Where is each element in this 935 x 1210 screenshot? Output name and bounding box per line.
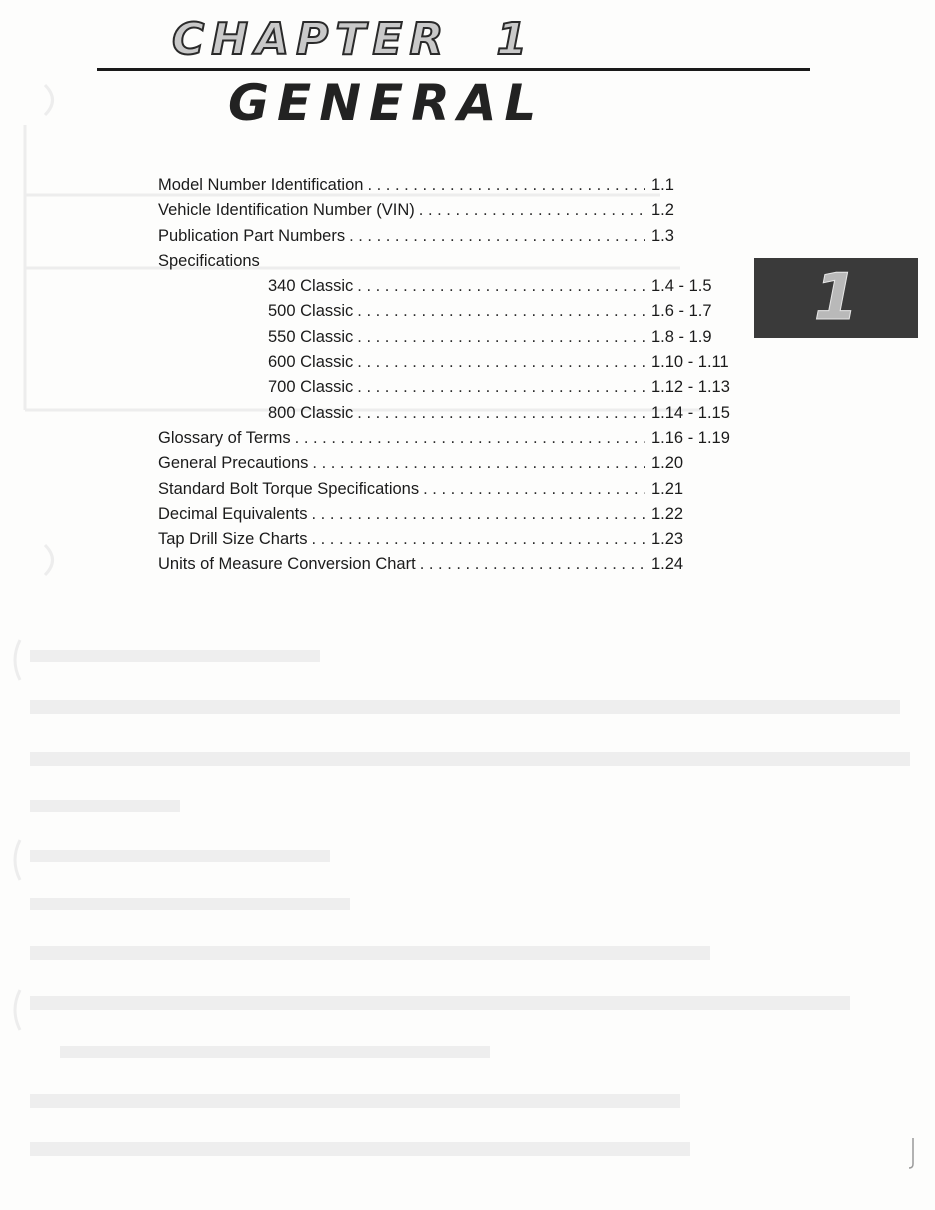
toc-leader-dots xyxy=(357,274,645,299)
toc-entry-page: 1.2 xyxy=(651,201,674,220)
toc-entry-page: 1.1 xyxy=(651,176,674,194)
toc-leader-dots xyxy=(357,375,645,400)
toc-entry-label-wrap xyxy=(158,527,645,552)
toc-entry-label: Model Number Identification xyxy=(158,176,364,194)
toc-entry-label-wrap xyxy=(158,299,645,324)
toc-entry-page: 1.8 - 1.9 xyxy=(651,327,712,346)
chapter-tab-number: 1 xyxy=(813,261,859,335)
toc-entry-label: 500 Classic xyxy=(268,302,354,321)
toc-entry-label: Vehicle Identification Number (VIN) xyxy=(158,201,415,220)
toc-leader-dots xyxy=(312,451,645,476)
toc-leader-dots xyxy=(367,173,645,198)
toc-entry-label-wrap xyxy=(158,198,645,223)
toc-entry[interactable] xyxy=(158,527,758,552)
toc-entry-label-wrap xyxy=(158,224,645,249)
toc-entry[interactable] xyxy=(158,552,758,577)
toc-entry-page: 1.3 xyxy=(651,226,674,245)
toc-leader-dots xyxy=(419,198,645,223)
toc-entry-page: 1.22 xyxy=(651,504,684,523)
toc-entry-label-wrap xyxy=(158,249,645,274)
toc-leader-dots xyxy=(357,401,645,426)
toc-entry-label-wrap xyxy=(158,451,645,476)
toc-entry-label: 700 Classic xyxy=(268,378,354,397)
toc-entry-label-wrap xyxy=(158,426,645,451)
toc-leader-dots xyxy=(423,477,645,502)
chapter-label: CHAPTER xyxy=(172,14,451,65)
toc-entry-page: 1.24 xyxy=(651,555,684,574)
toc-entry[interactable] xyxy=(158,274,758,299)
toc-entry-page xyxy=(645,249,651,274)
toc-entry-page: 1.20 xyxy=(651,454,684,473)
table-of-contents xyxy=(158,173,758,578)
toc-entry[interactable] xyxy=(158,198,758,223)
toc-entry-label: General Precautions xyxy=(158,454,309,473)
toc-entry-label-wrap xyxy=(158,173,645,198)
toc-entry-label: Specifications xyxy=(158,251,260,270)
toc-entry-page: 1.16 - 1.19 xyxy=(651,428,730,447)
toc-entry-page: 1.10 - 1.11 xyxy=(651,353,729,372)
toc-entry[interactable] xyxy=(158,350,758,375)
toc-entry-label: Standard Bolt Torque Specifications xyxy=(158,479,420,498)
toc-entry-label-wrap xyxy=(158,325,645,350)
toc-entry-label: 550 Classic xyxy=(268,327,354,346)
toc-leader-dots xyxy=(349,224,645,249)
chapter-title: GENERAL xyxy=(228,74,545,132)
toc-entry[interactable] xyxy=(158,451,758,476)
toc-leader-dots xyxy=(357,325,645,350)
toc-entry-label: 800 Classic xyxy=(268,403,354,422)
toc-entry[interactable] xyxy=(158,401,758,426)
toc-entry[interactable] xyxy=(158,325,758,350)
toc-entry-page: 1.23 xyxy=(651,530,684,549)
toc-leader-dots xyxy=(295,426,645,451)
toc-entry-label: Units of Measure Conversion Chart xyxy=(158,555,416,574)
toc-entry-page: 1.21 xyxy=(651,479,684,498)
toc-entry-label-wrap xyxy=(158,477,645,502)
toc-entry[interactable] xyxy=(158,299,758,324)
toc-entry-page: 1.12 - 1.13 xyxy=(651,378,730,397)
toc-leader-dots xyxy=(420,552,645,577)
toc-entry-page: 1.6 - 1.7 xyxy=(651,302,712,321)
toc-entry[interactable] xyxy=(158,375,758,400)
toc-entry-label: 340 Classic xyxy=(268,277,354,296)
toc-entry[interactable] xyxy=(158,502,758,527)
toc-entry-label-wrap xyxy=(158,350,645,375)
toc-entry-label: Tap Drill Size Charts xyxy=(158,530,308,549)
toc-entry-label-wrap xyxy=(158,401,645,426)
toc-leader-dots xyxy=(357,299,645,324)
toc-entry[interactable] xyxy=(158,477,758,502)
toc-entry-page: 1.4 - 1.5 xyxy=(651,277,712,296)
toc-entry-label: 600 Classic xyxy=(268,353,354,372)
toc-entry[interactable] xyxy=(158,249,758,274)
toc-entry-page: 1.14 - 1.15 xyxy=(651,403,730,422)
chapter-number: 1 xyxy=(496,14,534,65)
chapter-tab xyxy=(754,258,918,338)
toc-entry[interactable] xyxy=(158,426,758,451)
toc-entry-label-wrap xyxy=(158,502,645,527)
toc-leader-dots xyxy=(311,527,645,552)
header-rule xyxy=(97,68,810,71)
toc-entry[interactable] xyxy=(158,224,758,249)
chapter-heading xyxy=(172,14,534,66)
toc-entry-label-wrap xyxy=(158,375,645,400)
toc-entry-label-wrap xyxy=(158,552,645,577)
toc-entry-label-wrap xyxy=(158,274,645,299)
toc-leader-dots xyxy=(311,502,645,527)
toc-entry[interactable] xyxy=(158,173,758,198)
toc-leader-dots xyxy=(357,350,645,375)
toc-entry-label: Glossary of Terms xyxy=(158,428,291,447)
toc-entry-label: Decimal Equivalents xyxy=(158,504,308,523)
toc-entry-label: Publication Part Numbers xyxy=(158,226,346,245)
